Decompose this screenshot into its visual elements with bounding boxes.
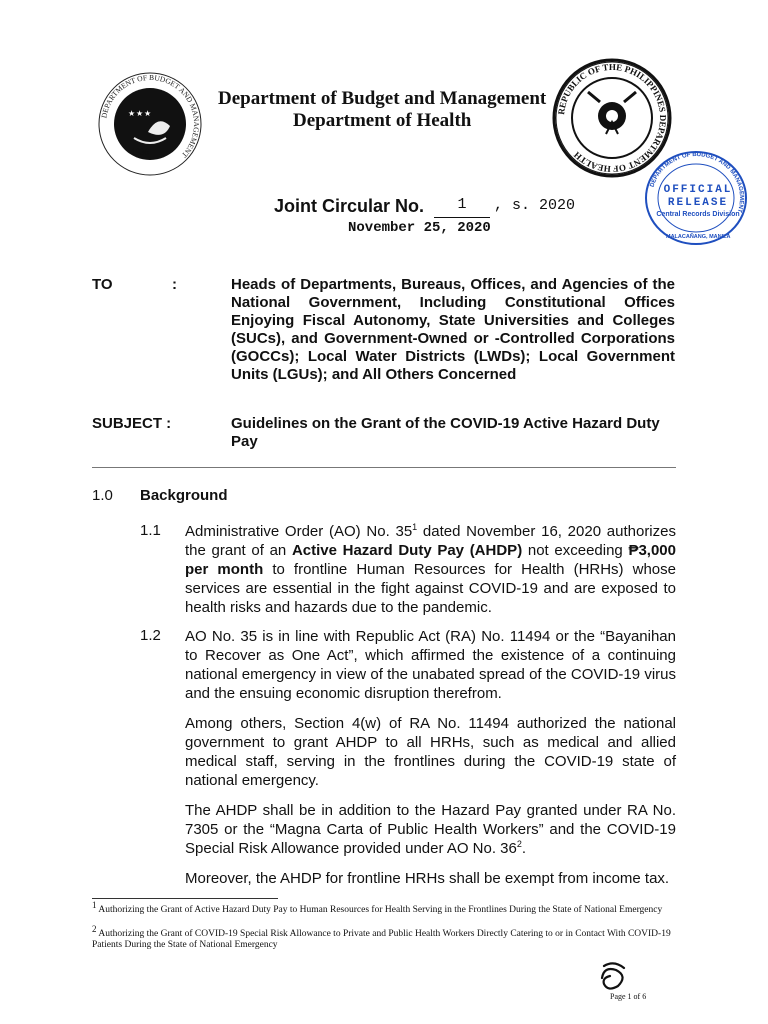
paragraph-1-2: AO No. 35 is in line with Republic Act (RA) No. 11494 or the “Bayanihan to Recover as One Act”, which affirmed the existence of a continuing national emergency in view of the unabated spread of the COVID-19 virus and the ensuing economic disruption therefrom. — [185, 628, 676, 702]
p11-bold-amount: ₱3,000 per month — [185, 542, 676, 578]
svg-text:★: ★ — [144, 109, 152, 118]
footnote-ref-1: 1 — [412, 522, 418, 532]
p11-part-a: Administrative Order (AO) No. 35 — [185, 523, 413, 540]
p11-bold-ahdp: Active Hazard Duty Pay (AHDP) — [291, 542, 523, 559]
divider — [92, 467, 676, 468]
subject-text: Guidelines on the Grant of the COVID-19 Active Hazard Duty Pay — [231, 415, 660, 450]
svg-text:★: ★ — [128, 109, 136, 118]
paragraph-1-2-d: Moreover, the AHDP for frontline HRHs shall be exempt from income tax. — [185, 870, 670, 887]
to-label: TO — [92, 276, 113, 293]
dbm-seal-ring-text: DEPARTMENT OF BUDGET AND MANAGEMENT — [99, 72, 202, 160]
footnote-2 — [92, 924, 682, 951]
circular-series: , s. 2020 — [494, 197, 576, 214]
stamp-line-2: RELEASE — [667, 197, 729, 209]
to-addressees: Heads of Departments, Bureaus, Offices, and Agencies of the National Government, Including Constitutional Offices Enjoying Fiscal Autonomy, State Universities and Colleges (SUCs), and Government-Owned or -Controlled Corporations (GOCCs); Local Water Districts (LWDs); Local Government Units (LGUs); and All Others Concerned — [231, 276, 675, 383]
footnote-1-mark: 1 — [92, 900, 97, 910]
dbm-seal-year: 1936 — [131, 147, 149, 157]
circular-label: Joint Circular No. — [274, 196, 425, 216]
footnote-2-text: Authorizing the Grant of COVID-19 Special Risk Allowance to Private and Public Health Workers Directly Catering to or in Contact With COVID-19 Patients During the State of National Emergency — [92, 929, 671, 951]
stamp-ring-text: DEPARTMENT OF BUDGET AND MANAGEMENT — [649, 151, 745, 214]
paragraph-1-1 — [185, 522, 676, 617]
footnote-ref-2: 2 — [516, 839, 522, 849]
footnote-1-text: Authorizing the Grant of Active Hazard Duty Pay to Human Resources for Health Serving in the Frontlines During the State of National Emergency — [98, 905, 663, 916]
page-number: Page 1 of 6 — [610, 992, 647, 1001]
paragraph-number-1-1: 1.1 — [140, 522, 161, 539]
dbm-seal-logo — [98, 72, 202, 176]
handwritten-initials — [596, 960, 632, 992]
department-2: Department of Health — [293, 110, 472, 131]
footnote-1 — [92, 900, 682, 916]
p11-part-d: to frontline Human Resources for Health (HRHs) whose services are essential in the fight against COVID-19 and are exposed to health risks and hazards due to the pandemic. — [185, 561, 676, 616]
stamp-line-1: OFFICIAL — [663, 184, 733, 196]
circular-date: November 25, 2020 — [348, 220, 491, 236]
p14-end: . — [521, 840, 527, 857]
p14-text: The AHDP shall be in addition to the Hazard Pay granted under RA No. 7305 or the “Magna Carta of Public Health Workers” and the COVID-19 Special Risk Allowance provided under AO No. 36 — [185, 802, 676, 857]
section-title: Background — [140, 487, 228, 504]
doh-seal-ring-text: REPUBLIC OF THE PHILIPPINES DEPARTMENT OF HEALTH — [556, 61, 669, 175]
stamp-bottom-text: MALACAÑANG, MANILA — [666, 234, 731, 240]
p11-part-b: dated November 16, 2020 authorizes the grant of an — [185, 523, 676, 559]
paragraph-number-1-2: 1.2 — [140, 627, 161, 644]
department-1: Department of Budget and Management — [218, 88, 547, 109]
stamp-line-3: Central Records Division — [656, 211, 740, 218]
footnote-2-mark: 2 — [92, 924, 97, 934]
footnote-rule — [92, 898, 278, 899]
section-number: 1.0 — [92, 487, 113, 504]
paragraph-1-2-c — [185, 801, 676, 858]
svg-text:★: ★ — [136, 109, 144, 118]
to-colon: : — [172, 276, 177, 293]
subject-label: SUBJECT : — [92, 415, 172, 432]
paragraph-1-2-b: Among others, Section 4(w) of RA No. 11494 authorized the national government to grant AHDP to all HRHs, such as medical and allied medical staff, serving in the frontlines during the COVID-19 state of national emergency. — [185, 715, 676, 789]
p11-part-c: not exceeding — [522, 542, 629, 559]
circular-number: 1 — [434, 196, 490, 218]
